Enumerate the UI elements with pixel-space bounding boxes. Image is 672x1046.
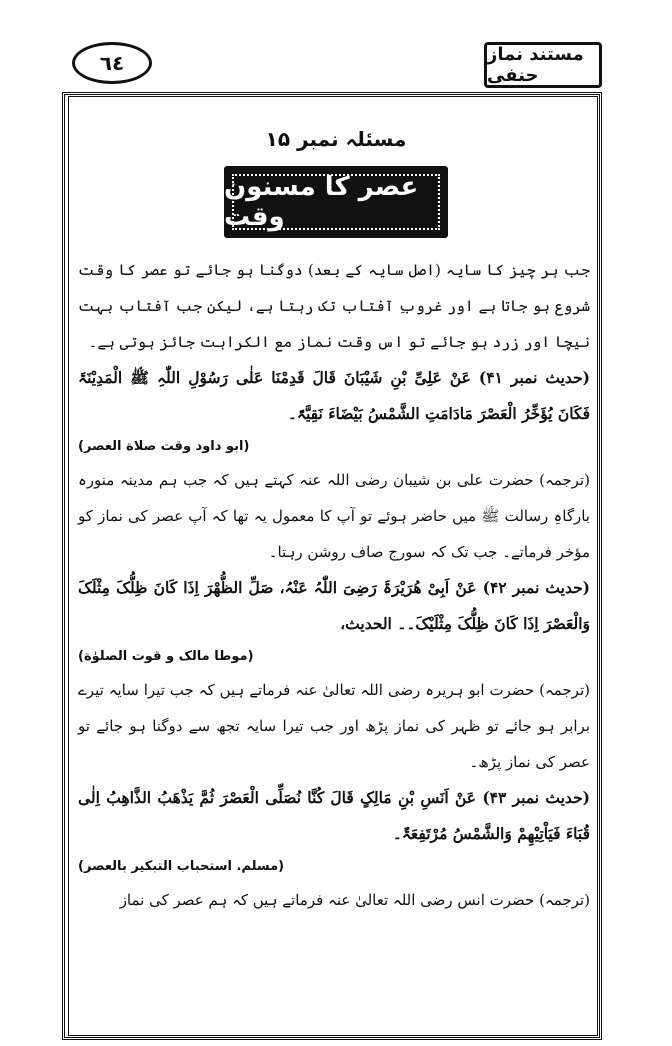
hadith-43-reference: (مسلم. استحباب التبكير بالعصر) — [78, 859, 285, 874]
hadith-42-reference: (موطا مالک و قوت الصلوٰة) — [78, 649, 254, 664]
hadith-41-reference: (ابو داود وقت صلاة العصر) — [78, 439, 250, 454]
intro-paragraph: جب ہر چیز کا سایہ (اصل سایہ کے بعد) دوگنا ہو جائے تو عصر کا وقت شروع ہو جاتا ہے اور غروبِ آفتاب تک رہتا ہے، لیکن جب آفتاب بہت نیچا اور زرد ہو جائے تو اس وقت نماز مع الکراہت جائز ہوتی ہے۔ — [78, 261, 590, 351]
section-heading-text: عصر کا مسنون وقت — [224, 172, 419, 232]
masala-number: مسئلہ نمبر ۱۵ — [265, 127, 407, 151]
hadith-41-translation: (ترجمہ) حضرت علی بن شیبان رضی اللہ عنہ کہتے ہیں کہ جب ہم مدینہ منورہ بارگاہِ رسالت ﷺ میں حاضر ہوئے تو آپ کا معمول یہ تھا کہ آپ عصر کی نماز کو مؤخر فرماتے۔ جب تک کہ سورج صاف روشن رہتا۔ — [78, 471, 590, 561]
hadith-42-translation: (ترجمہ) حضرت ابو ہریرہ رضی اللہ تعالیٰ عنہ فرماتے ہیں کہ جب تیرا سایہ تیرے برابر ہو جائے تو ظہر کی نماز پڑھ اور جب تیرا سایہ تجھ سے دوگنا ہو جائے تو عصر کی نماز پڑھ۔ — [78, 681, 590, 771]
hadith-42-arabic: (حدیث نمبر ۴۲) عَنْ اَبِیْ ھُرَیْرَۃَ رَضِیَ اللّٰہُ عَنْہُ، صَلِّ الظُّھْرَ اِذَا کَانَ ظِلُّکَ مِثْلَکَ وَالْعَصْرَ اِذَا کَانَ ظِلُّکَ مِثْلَیْکَ۔۔ الحدیث، — [78, 578, 590, 633]
hadith-43-arabic: (حدیث نمبر ۴۳) عَنْ اَنَسِ بْنِ مَالِکٍ قَالَ کُنَّا نُصَلِّی الْعَصْرَ ثُمَّ یَذْھَبُ الذَّاھِبُ اِلٰی قُبَاءَ فَیَاْتِیْھِمْ وَالشَّمْسُ مُرْتَفِعَۃٌ۔ — [78, 788, 590, 843]
hadith-43-translation: (ترجمہ) حضرت انس رضی اللہ تعالیٰ عنہ فرماتے ہیں کہ ہم عصر کی نماز — [119, 891, 590, 909]
page-number: ٦٤ — [72, 42, 152, 84]
section-heading — [224, 166, 448, 238]
book-title: مستند نماز حنفی — [484, 42, 602, 88]
page-body — [78, 252, 590, 918]
hadith-41-arabic: (حدیث نمبر ۴۱) عَنْ عَلِیِّ بْنِ شَیْبَانَ قَالَ قَدِمْنَا عَلٰی رَسُوْلِ اللّٰہِ ﷺ الْمَدِیْنَۃَ فَکَانَ یُؤَخِّرُ الْعَصْرَ مَادَامَتِ الشَّمْسُ بَیْضَاءَ نَقِیَّۃً۔ — [78, 368, 590, 423]
